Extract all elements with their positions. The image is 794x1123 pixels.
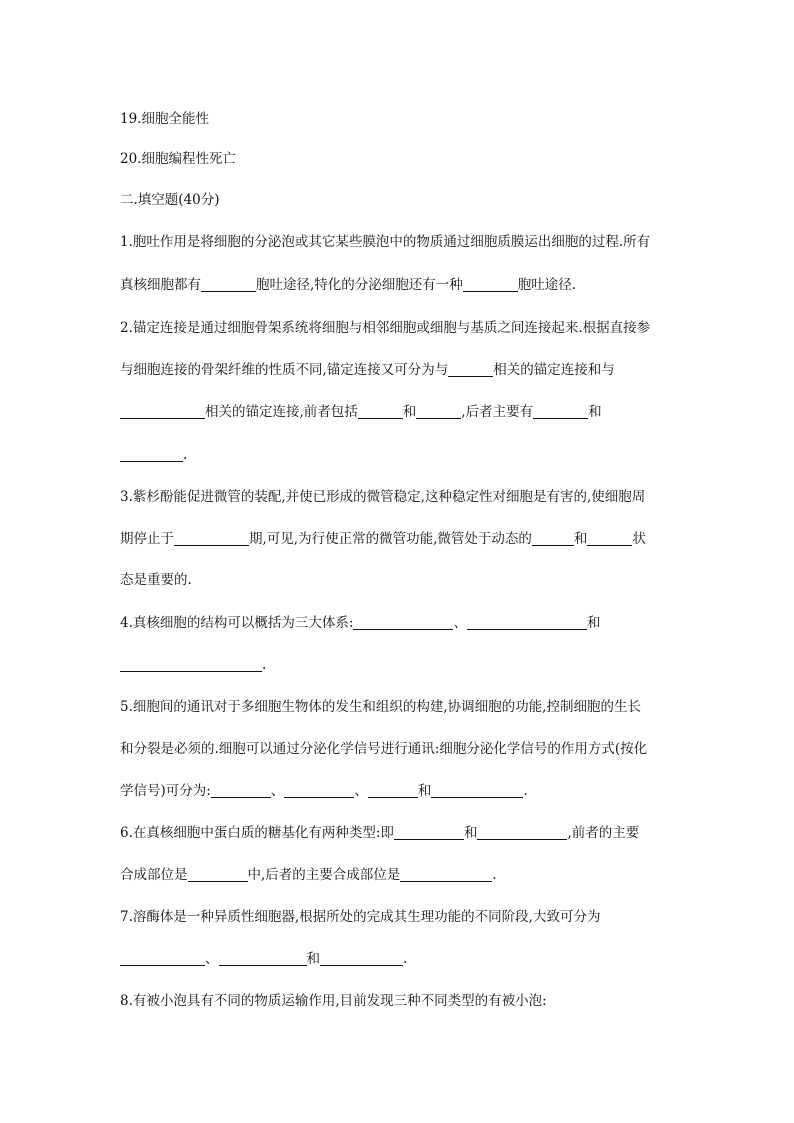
q6-text-part: ,前者的主要	[567, 825, 640, 841]
q2-line-3	[120, 403, 680, 421]
q3-text-part: 状	[632, 531, 646, 547]
q3-blank-1[interactable]	[174, 531, 249, 546]
q4-blank-1[interactable]	[353, 615, 453, 630]
q3-text-part: 期停止于	[120, 531, 174, 547]
q5-text-part: 和	[417, 783, 432, 799]
q6-line-2	[120, 866, 680, 884]
q2-text-part: 和	[588, 404, 602, 420]
q2-blank-2[interactable]	[120, 404, 205, 419]
section-heading-text: 二.填空题(40分)	[120, 192, 220, 208]
q6-text-part: 6.在真核细胞中蛋白质的糖基化有两种类型:即	[120, 825, 394, 841]
q7-text-part: .	[403, 951, 408, 967]
q2-line-4	[120, 446, 680, 464]
q5-blank-3[interactable]	[368, 783, 418, 798]
q5-blank-4[interactable]	[431, 783, 523, 798]
q2-blank-5[interactable]	[533, 404, 588, 419]
q4-text-part: .	[262, 657, 267, 673]
q1-line-2	[120, 276, 680, 294]
q5-line-2	[120, 740, 680, 758]
q3-blank-2[interactable]	[532, 531, 574, 546]
q7-line-2	[120, 950, 680, 968]
q7-text-part: 和	[306, 951, 320, 967]
item-19-text: 19.细胞全能性	[120, 111, 209, 127]
item-20	[120, 150, 680, 168]
q5-text: 5.细胞间的通讯对于多细胞生物体的发生和组织的构建,协调细胞的功能,控制细胞的生长	[120, 699, 641, 715]
q2-blank-4[interactable]	[416, 404, 461, 419]
q2-line-2	[120, 361, 680, 379]
q6-text-part: 合成部位是	[120, 867, 188, 883]
q7-blank-2[interactable]	[219, 951, 307, 966]
q5-text-part: 学信号)可分为:	[120, 783, 211, 799]
q3-line-2	[120, 530, 680, 548]
q5-line-1	[120, 698, 680, 716]
q6-blank-1[interactable]	[394, 825, 464, 840]
q3-blank-3[interactable]	[587, 531, 632, 546]
q7-text: 7.溶酶体是一种异质性细胞器,根据所处的完成其生理功能的不同阶段,大致可分为	[120, 909, 601, 925]
q1-text-part: 胞吐途径,特化的分泌细胞还有一种	[256, 277, 463, 293]
q2-text-part: ,后者主要有	[461, 404, 534, 420]
q5-text: 和分裂是必须的.细胞可以通过分泌化学信号进行通讯:细胞分泌化学信号的作用方式(按化	[120, 741, 648, 757]
q6-text-part: 和	[463, 825, 478, 841]
section-heading	[120, 191, 680, 209]
q6-text-part: 中,后者的主要合成部位是	[247, 867, 401, 883]
q5-text-part: 、	[354, 783, 368, 799]
q3-text-part: 和	[573, 531, 588, 547]
q5-line-3	[120, 782, 680, 800]
item-20-text: 20.细胞编程性死亡	[120, 151, 236, 167]
q3-text: 3.紫杉酚能促进微管的装配,并使已形成的微管稳定,这种稳定性对细胞是有害的,使细胞周	[120, 489, 646, 505]
q4-text-part: 和	[586, 615, 601, 631]
q5-text-part: .	[523, 783, 528, 799]
q6-blank-4[interactable]	[400, 867, 492, 882]
q2-text-part: .	[183, 447, 188, 463]
q1-blank-1[interactable]	[201, 277, 256, 292]
q4-text-part: 、	[453, 615, 467, 631]
q6-text-part: .	[492, 867, 497, 883]
q1-blank-2[interactable]	[463, 277, 518, 292]
q2-blank-1[interactable]	[448, 362, 493, 377]
q8-line-1	[120, 992, 680, 1010]
q2-text-part: 与细胞连接的骨架纤维的性质不同,锚定连接又可分为与	[120, 362, 449, 378]
q7-blank-3[interactable]	[320, 951, 403, 966]
q3-text-part: 期,可见,为行使正常的微管功能,微管处于动态的	[249, 531, 532, 547]
q7-text-part: 、	[205, 951, 219, 967]
q1-line-1	[120, 233, 680, 251]
q3-line-3	[120, 571, 680, 589]
q4-blank-2[interactable]	[467, 615, 587, 630]
q6-line-1	[120, 824, 680, 842]
q2-text-part: 相关的锚定连接和与	[493, 362, 615, 378]
q3-line-1	[120, 488, 680, 506]
q6-blank-2[interactable]	[477, 825, 567, 840]
q2-line-1	[120, 319, 680, 337]
q8-text: 8.有被小泡具有不同的物质运输作用,目前发现三种不同类型的有被小泡:	[120, 993, 547, 1009]
q2-text-part: 和	[402, 404, 417, 420]
q3-text: 态是重要的.	[120, 572, 192, 588]
q7-line-1	[120, 908, 680, 926]
q4-text-part: 4.真核细胞的结构可以概括为三大体系:	[120, 615, 354, 631]
q2-text: 2.锚定连接是通过细胞骨架系统将细胞与相邻细胞或细胞与基质之间连接起来.根据直接参	[120, 320, 651, 336]
q1-text: 1.胞吐作用是将细胞的分泌泡或其它某些膜泡中的物质通过细胞质膜运出细胞的过程.所有	[120, 234, 651, 250]
q5-text-part: 、	[270, 783, 285, 799]
q7-blank-1[interactable]	[120, 951, 205, 966]
q2-blank-3[interactable]	[358, 404, 403, 419]
q1-text-part: 真核细胞都有	[120, 277, 201, 293]
q5-blank-2[interactable]	[284, 783, 354, 798]
q2-text-part: 相关的锚定连接,前者包括	[205, 404, 358, 420]
q4-blank-3[interactable]	[120, 657, 262, 672]
q5-blank-1[interactable]	[211, 783, 271, 798]
q2-blank-6[interactable]	[120, 447, 183, 462]
q4-line-2	[120, 656, 680, 674]
q1-text-part: 胞吐途径.	[517, 277, 577, 293]
q6-blank-3[interactable]	[188, 867, 248, 882]
item-19	[120, 110, 680, 128]
q4-line-1	[120, 614, 680, 632]
